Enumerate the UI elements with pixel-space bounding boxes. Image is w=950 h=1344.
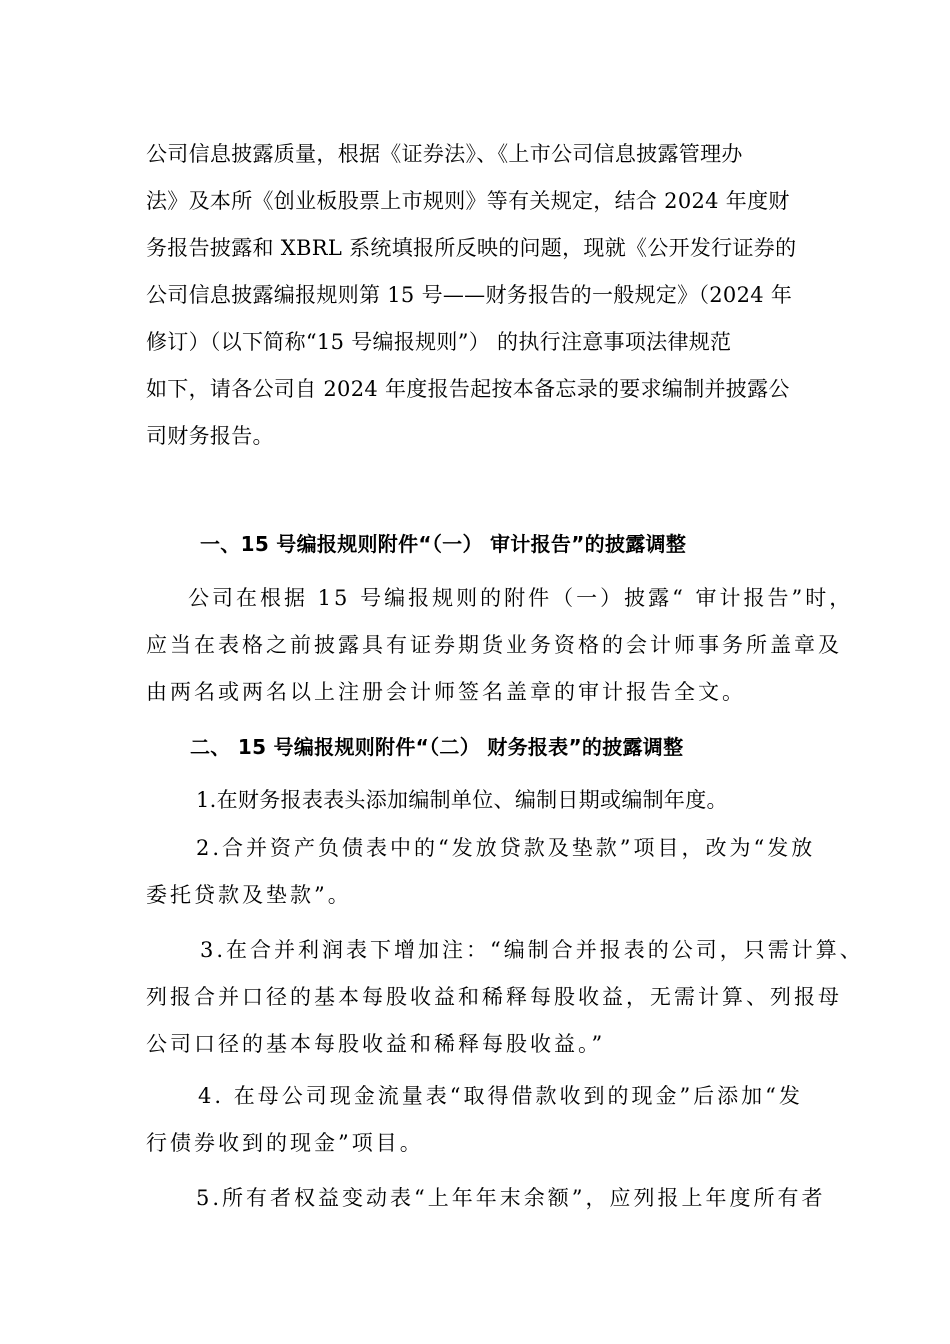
section-1-line-1: 公司在根据 15 号编报规则的附件（一）披露“ 审计报告”时， <box>188 586 854 610</box>
section-1-line-2: 应当在表格之前披露具有证券期货业务资格的会计师事务所盖章及 <box>146 633 842 657</box>
section-2-heading: 二、 15 号编报规则附件“（二） 财务报表”的披露调整 <box>190 735 684 759</box>
intro-line-7: 司财务报告。 <box>146 424 274 448</box>
intro-line-6: 如下，请各公司自 2024 年度报告起按本备忘录的要求编制并披露公 <box>146 377 790 401</box>
item-3-line-1: 3.在合并利润表下增加注：“编制合并报表的公司，只需计算、 <box>200 938 864 962</box>
item-3-line-3: 公司口径的基本每股收益和稀释每股收益。” <box>146 1032 606 1056</box>
intro-line-2: 法》及本所《创业板股票上市规则》等有关规定，结合 2024 年度财 <box>146 189 790 213</box>
item-2-line-2: 委托贷款及垫款”。 <box>146 883 352 907</box>
intro-line-1: 公司信息披露质量，根据《证券法》、《上市公司信息披露管理办 <box>146 142 743 166</box>
item-5-line-1: 5.所有者权益变动表“上年年末余额”，应列报上年度所有者 <box>196 1186 826 1210</box>
item-3-line-2: 列报合并口径的基本每股收益和稀释每股收益，无需计算、列报母 <box>146 985 842 1009</box>
intro-line-3: 务报告披露和 XBRL 系统填报所反映的问题，现就《公开发行证券的 <box>146 236 797 260</box>
intro-line-4: 公司信息披露编报规则第 15 号——财务报告的一般规定》（2024 年 <box>146 283 793 307</box>
item-4-line-2: 行债券收到的现金”项目。 <box>146 1131 424 1155</box>
intro-line-5: 修订）（以下简称“15 号编报规则”） 的执行注意事项法律规范 <box>146 330 732 354</box>
section-1-line-3: 由两名或两名以上注册会计师签名盖章的审计报告全文。 <box>146 680 746 704</box>
item-2-line-1: 2.合并资产负债表中的“发放贷款及垫款”项目，改为“发放 <box>196 836 816 860</box>
item-1-line-1: 1.在财务报表表头添加编制单位、编制日期或编制年度。 <box>196 788 728 812</box>
section-1-heading: 一、15 号编报规则附件“（一） 审计报告”的披露调整 <box>200 532 687 556</box>
item-4-line-1: 4. 在母公司现金流量表“取得借款收到的现金”后添加“发 <box>198 1084 803 1108</box>
